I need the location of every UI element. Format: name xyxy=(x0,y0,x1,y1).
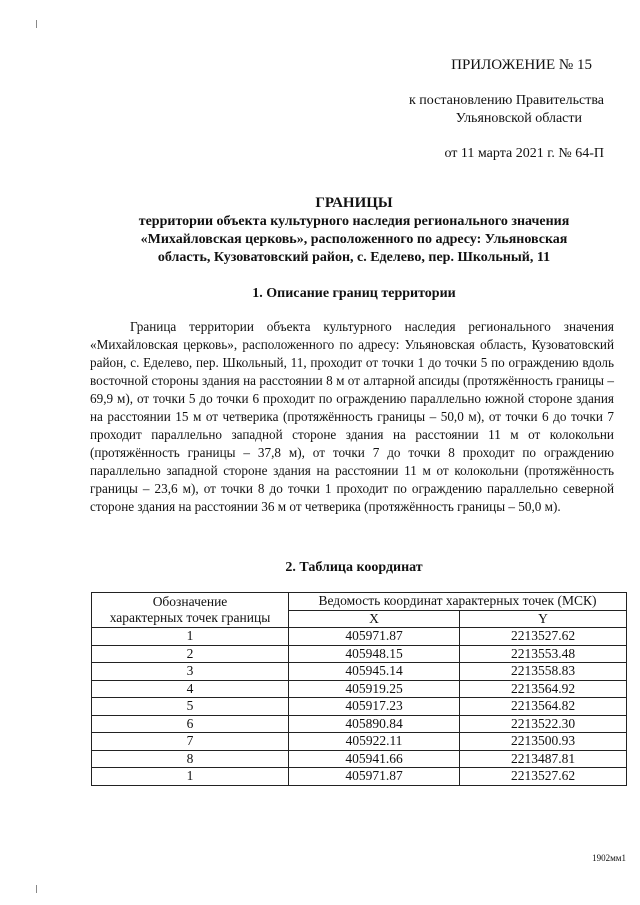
title-line-1: территории объекта культурного наследия регионального значения xyxy=(138,214,570,229)
decree-date: от 11 марта 2021 г. № 64-П xyxy=(444,146,604,161)
x-cell: 405919.25 xyxy=(289,680,460,698)
scan-margin-mark-bottom xyxy=(36,885,37,893)
decree-reference-line1: к постановлению Правительства xyxy=(408,93,604,108)
title-line-2: «Михайловская церковь», расположенного по адресу: Ульяновская xyxy=(140,232,568,247)
y-cell: 2213527.62 xyxy=(460,768,627,786)
point-cell: 2 xyxy=(92,645,289,663)
table-row xyxy=(92,750,627,768)
point-cell: 3 xyxy=(92,663,289,681)
coordinates-table xyxy=(91,592,627,786)
x-cell: 405971.87 xyxy=(289,768,460,786)
x-cell: 405917.23 xyxy=(289,698,460,716)
table-row xyxy=(92,733,627,751)
x-cell: 405941.66 xyxy=(289,750,460,768)
table-row xyxy=(92,768,627,786)
y-cell: 2213564.82 xyxy=(460,698,627,716)
section1-heading: 1. Описание границ территории xyxy=(252,286,456,301)
x-cell: 405948.15 xyxy=(289,645,460,663)
point-cell: 6 xyxy=(92,715,289,733)
scan-margin-mark-top xyxy=(36,20,37,28)
point-cell: 1 xyxy=(92,628,289,646)
x-cell: 405971.87 xyxy=(289,628,460,646)
x-cell: 405890.84 xyxy=(289,715,460,733)
y-cell: 2213553.48 xyxy=(460,645,627,663)
section2-heading: 2. Таблица координат xyxy=(285,560,423,575)
point-cell: 8 xyxy=(92,750,289,768)
y-cell: 2213487.81 xyxy=(460,750,627,768)
x-cell: 405922.11 xyxy=(289,733,460,751)
col-y-header: Y xyxy=(460,610,627,628)
table-row xyxy=(92,645,627,663)
table-row xyxy=(92,715,627,733)
boundary-description-text: Граница территории объекта культурного наследия регионального значения «Михайловская церковь», расположенного по адресу: Ульяновская область, Кузоватовский район, с. Еделево, пер. Школьный, 11, проходит от точки 1 до точки 5 по ограждению вдоль восточной стороны здания на расстоянии 8 м от алтарной апсиды (протяжённость границы – 69,9 м), от точки 5 до точки 6 проходит по ограждению параллельно южной стороне здания на расстоянии 15 м от четверика (протяжённость границы – 50,0 м), от точки 6 до точки 7 проходит параллельно западной стороне здания на расстоянии 11 м от колокольни (протяжённость границы – 37,8 м), от точки 7 до точки 8 проходит по ограждению параллельно западной стороне здания на расстоянии 11 м от колокольни (протяжённость границы – 23,6 м), от точки 8 до точки 1 проходит по ограждению параллельно северной стороне здания на расстоянии 36 м от четверика (протяжённость границы – 50,0 м). xyxy=(90,319,614,514)
col-point-header-line1: Обозначение xyxy=(152,594,228,609)
document-code: 1902мм1 xyxy=(592,853,626,863)
point-cell: 7 xyxy=(92,733,289,751)
col-x-header: X xyxy=(289,610,460,628)
decree-reference-line2: Ульяновской области xyxy=(455,111,582,126)
y-cell: 2213558.83 xyxy=(460,663,627,681)
col-group-header: Ведомость координат характерных точек (МСК) xyxy=(289,593,627,611)
title-line-3: область, Кузоватовский район, с. Еделево, пер. Школьный, 11 xyxy=(157,250,551,265)
y-cell: 2213500.93 xyxy=(460,733,627,751)
boundary-description xyxy=(90,318,614,516)
point-cell: 1 xyxy=(92,768,289,786)
table-row xyxy=(92,628,627,646)
col-point-header-line2: характерных точек границы xyxy=(109,610,271,625)
table-row xyxy=(92,680,627,698)
y-cell: 2213564.92 xyxy=(460,680,627,698)
table-row xyxy=(92,698,627,716)
y-cell: 2213527.62 xyxy=(460,628,627,646)
appendix-number: ПРИЛОЖЕНИЕ № 15 xyxy=(451,57,592,73)
table-row xyxy=(92,663,627,681)
col-point-header xyxy=(92,593,289,628)
point-cell: 5 xyxy=(92,698,289,716)
x-cell: 405945.14 xyxy=(289,663,460,681)
point-cell: 4 xyxy=(92,680,289,698)
document-title: ГРАНИЦЫ xyxy=(315,195,393,211)
y-cell: 2213522.30 xyxy=(460,715,627,733)
